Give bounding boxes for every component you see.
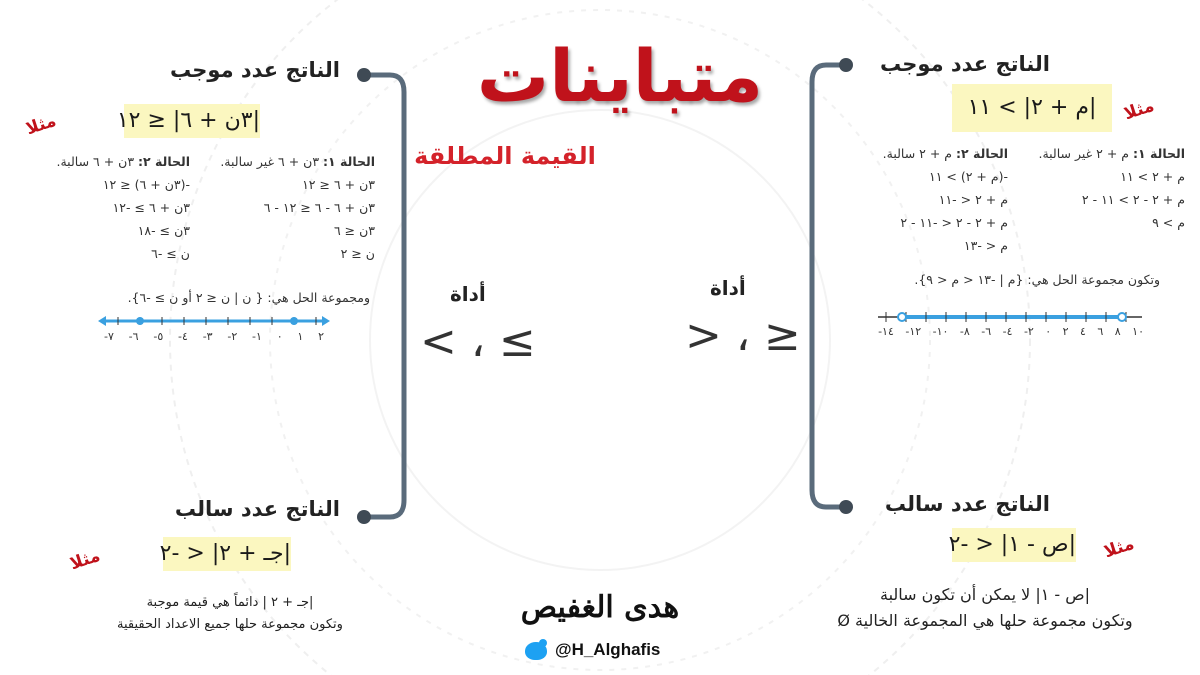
- left-negative-example-label: مثلا: [67, 545, 103, 575]
- left-number-line: [98, 312, 330, 330]
- left-tool-symbols: < ، ≤: [420, 316, 536, 367]
- right-positive-example: |م + ٢| > ١١: [952, 84, 1112, 132]
- left-case2: الحالة ٢: ٣ن + ٦ سالبة. -(٣ن + ٦) ≤ ١٢ ٣ن + ٦ ≥ -١٢ ٣ن ≥ -١٨ ن ≥ -٦: [56, 154, 190, 261]
- left-case1: الحالة ١: ٣ن + ٦ غير سالبة. ٣ن + ٦ ≤ ١٢ ٣ن + ٦ - ٦ ≤ ١٢ - ٦ ٣ن ≤ ٦ ن ≤ ٢: [220, 154, 375, 261]
- page-subtitle: القيمة المطلقة: [414, 142, 596, 170]
- page-title: متباينات: [476, 34, 764, 118]
- left-solution-set: ومجموعة الحل هي: { ن | ن ≤ ٢ أو ن ≥ -٦}.: [127, 290, 370, 305]
- right-negative-heading: الناتج عدد سالب: [884, 492, 1050, 516]
- left-positive-heading: الناتج عدد موجب: [170, 58, 340, 82]
- twitter-handle[interactable]: @H_Alghafis: [525, 640, 660, 660]
- author-signature: هدى الغفيص: [520, 590, 680, 625]
- right-case2: الحالة ٢: م + ٢ سالبة. -(م + ٢) > ١١ م + ٢ < -١١ م + ٢ - ٢ < -١١ - ٢ م < -١٣: [882, 146, 1008, 253]
- right-case1: الحالة ١: م + ٢ غير سالبة. م + ٢ > ١١ م + ٢ - ٢ > ١١ - ٢ م > ٩: [1038, 146, 1185, 230]
- twitter-bird-icon: [525, 642, 547, 660]
- right-axis-labels: ١٠ ٨ ٦ ٤ ٢ ٠ ٢- ٤- ٦- ٨- ١٠- ١٢- ١٤-: [878, 325, 1144, 338]
- right-negative-note: |ص - ١| لا يمكن أن تكون سالبة وتكون مجموعة حلها هي المجموعة الخالية Ø: [837, 585, 1133, 630]
- right-tool-symbols: > ، ≥: [685, 310, 801, 361]
- left-negative-note: |جـ + ٢ | دائماً هي قيمة موجبة وتكون مجموعة حلها جميع الاعداد الحقيقية: [117, 595, 343, 632]
- right-negative-example: |ص - ١| < -٢: [952, 528, 1076, 562]
- right-number-line: [876, 308, 1144, 326]
- left-positive-example: |٣ن + ٦| ≤ ١٢: [124, 104, 260, 138]
- right-positive-example-label: مثلا: [1121, 95, 1157, 125]
- right-tool-label: أداة: [710, 276, 746, 300]
- left-positive-example-label: مثلا: [23, 110, 59, 140]
- left-tool-label: أداة: [450, 282, 486, 306]
- right-bracket: [800, 50, 870, 520]
- left-negative-example: |جـ + ٢| < -٢: [163, 537, 291, 571]
- right-solution-set: وتكون مجموعة الحل هي: {م | -١٣ < م < ٩}.: [914, 272, 1160, 287]
- left-negative-heading: الناتج عدد سالب: [174, 497, 340, 521]
- right-negative-example-label: مثلا: [1101, 533, 1137, 563]
- left-axis-labels: ٢ ١ ٠ ١- ٢- ٣- ٤- ٥- ٦- ٧-: [104, 330, 324, 343]
- right-positive-heading: الناتج عدد موجب: [880, 52, 1050, 76]
